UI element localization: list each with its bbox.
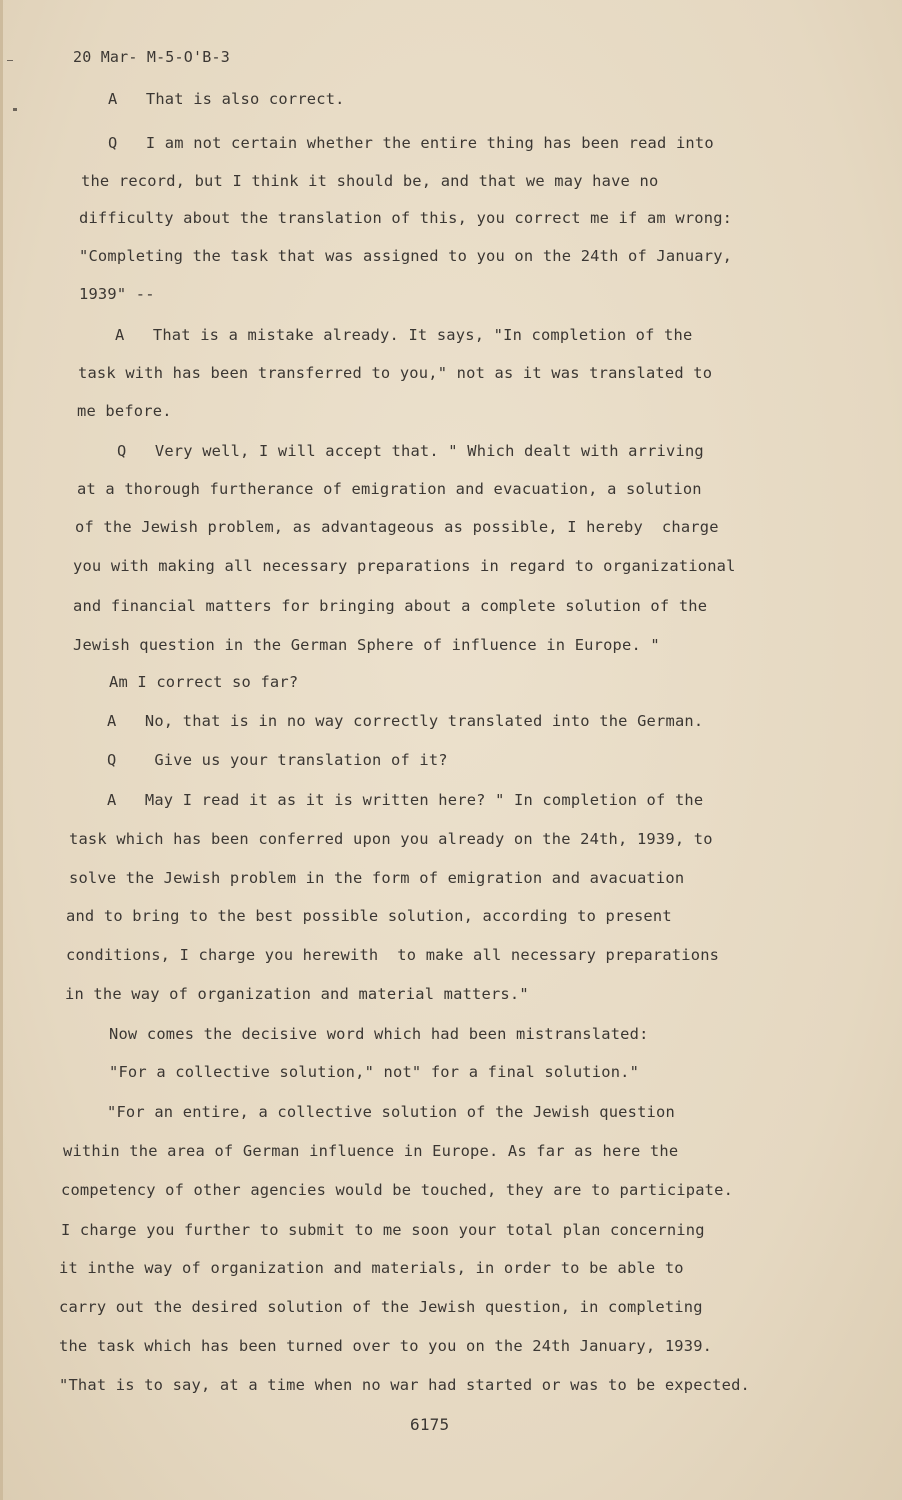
page-header: 20 Mar- M-5-O'B-3 (73, 48, 230, 66)
text-line: within the area of German influence in Europe. As far as here the (63, 1142, 679, 1160)
text-line: the record, but I think it should be, and that we may have no (81, 172, 659, 190)
text-line: in the way of organization and material matters." (65, 985, 529, 1003)
text-line: "For an entire, a collective solution of the Jewish question (107, 1103, 675, 1121)
text-line: difficulty about the translation of this, you correct me if am wrong: (79, 209, 733, 227)
text-line: the task which has been turned over to you on the 24th January, 1939. (59, 1337, 713, 1355)
text-line: solve the Jewish problem in the form of emigration and avacuation (69, 869, 685, 887)
text-line: A That is a mistake already. It says, "In completion of the (115, 326, 693, 344)
text-line: I charge you further to submit to me soon your total plan concerning (61, 1221, 705, 1239)
text-line: A No, that is in no way correctly translated into the German. (107, 712, 704, 730)
text-line: task which has been conferred upon you already on the 24th, 1939, to (69, 830, 713, 848)
text-line: conditions, I charge you herewith to make all necessary preparations (66, 946, 720, 964)
text-line: task with has been transferred to you," not as it was translated to (78, 364, 713, 382)
text-line: Jewish question in the German Sphere of influence in Europe. " (73, 636, 660, 654)
text-line: "That is to say, at a time when no war had started or was to be expected. (59, 1376, 751, 1394)
text-line: Q Very well, I will accept that. " Which dealt with arriving (117, 442, 704, 460)
text-line: it inthe way of organization and materials, in order to be able to (59, 1259, 684, 1277)
text-line: Am I correct so far? (109, 673, 299, 691)
text-line: Q I am not certain whether the entire thing has been read into (108, 134, 714, 152)
text-line: of the Jewish problem, as advantageous as possible, I hereby charge (75, 518, 719, 536)
text-line: Q Give us your translation of it? (107, 751, 448, 769)
text-line: 1939" -- (79, 285, 155, 303)
text-line: and to bring to the best possible solution, according to present (66, 907, 672, 925)
text-line: "For a collective solution," not" for a final solution." (109, 1063, 640, 1081)
text-line: A That is also correct. (108, 90, 345, 108)
text-line: and financial matters for bringing about a complete solution of the (73, 597, 708, 615)
text-line: carry out the desired solution of the Jewish question, in completing (59, 1298, 703, 1316)
text-line: A May I read it as it is written here? " In completion of the (107, 791, 704, 809)
text-line: me before. (77, 402, 172, 420)
margin-mark (7, 60, 13, 61)
text-line: Now comes the decisive word which had been mistranslated: (109, 1025, 649, 1043)
text-line: competency of other agencies would be touched, they are to participate. (61, 1181, 734, 1199)
text-line: at a thorough furtherance of emigration and evacuation, a solution (77, 480, 702, 498)
text-line: "Completing the task that was assigned to you on the 24th of January, (79, 247, 733, 265)
margin-mark (13, 108, 17, 111)
text-line: you with making all necessary preparations in regard to organizational (73, 557, 736, 575)
page-number: 6175 (410, 1415, 450, 1434)
